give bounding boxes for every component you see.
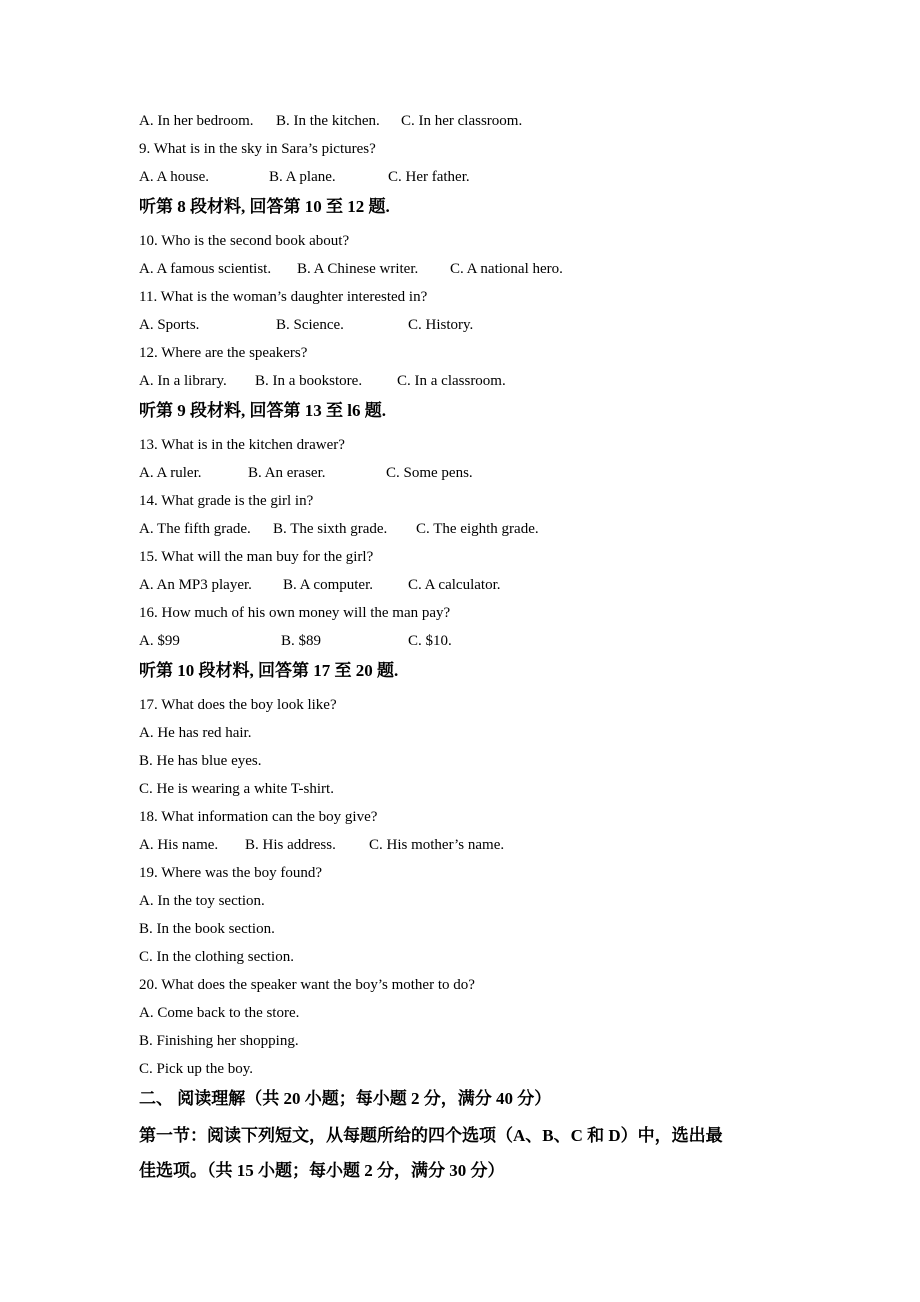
answer-option: B. A computer.	[283, 577, 373, 593]
answer-option: C. He is wearing a white T-shirt.	[139, 781, 334, 797]
answer-option: B. Finishing her shopping.	[139, 1033, 299, 1049]
answer-option: A. An MP3 player.	[139, 577, 252, 593]
answer-option: B. A plane.	[269, 169, 336, 185]
text: 14. What grade is the girl in?	[139, 493, 314, 509]
answer-option: B. The sixth grade.	[273, 521, 388, 537]
answer-option: B. He has blue eyes.	[139, 753, 262, 769]
answer-option: A. Come back to the store.	[139, 1005, 300, 1021]
answer-option: B. $89	[281, 633, 322, 649]
text: 二、 阅读理解（共 20 小题；每小题 2 分，满分 40 分）	[139, 1089, 552, 1108]
text: 16. How much of his own money will the man pay?	[139, 605, 451, 621]
answer-option: A. In her bedroom.	[139, 113, 254, 129]
text: 18. What information can the boy give?	[139, 809, 378, 825]
answer-option: C. In her classroom.	[401, 113, 523, 129]
answer-option: A. $99	[139, 633, 180, 649]
text: 听第 10 段材料, 回答第 17 至 20 题.	[139, 661, 399, 680]
answer-option: C. His mother’s name.	[369, 837, 505, 853]
answer-option: A. In the toy section.	[139, 893, 265, 909]
text: 15. What will the man buy for the girl?	[139, 549, 374, 565]
answer-option: C. The eighth grade.	[416, 521, 539, 537]
answer-option: B. In a bookstore.	[255, 373, 363, 389]
answer-option: A. A house.	[139, 169, 210, 185]
answer-option: C. $10.	[408, 633, 452, 649]
text: 听第 8 段材料, 回答第 10 至 12 题.	[139, 197, 390, 216]
answer-option: B. His address.	[245, 837, 336, 853]
text: 10. Who is the second book about?	[139, 233, 350, 249]
answer-option: A. He has red hair.	[139, 725, 252, 741]
text: 11. What is the woman’s daughter interested in?	[139, 289, 428, 305]
text: 第一节：阅读下列短文，从每题所给的四个选项（A、B、C 和 D）中，选出最	[139, 1126, 723, 1145]
answer-option: C. History.	[408, 317, 474, 333]
answer-option: B. In the book section.	[139, 921, 275, 937]
text: 12. Where are the speakers?	[139, 345, 308, 361]
text: 9. What is in the sky in Sara’s pictures?	[139, 141, 376, 157]
text: 佳选项。（共 15 小题；每小题 2 分，满分 30 分）	[139, 1161, 505, 1180]
answer-option: A. In a library.	[139, 373, 227, 389]
answer-option: C. A national hero.	[450, 261, 563, 277]
answer-option: A. A famous scientist.	[139, 261, 272, 277]
answer-option: A. His name.	[139, 837, 219, 853]
answer-option: B. A Chinese writer.	[297, 261, 419, 277]
answer-option: C. Some pens.	[386, 465, 473, 481]
answer-option: B. Science.	[276, 317, 344, 333]
text: 听第 9 段材料, 回答第 13 至 l6 题.	[139, 401, 386, 420]
text: 20. What does the speaker want the boy’s mother to do?	[139, 977, 475, 993]
answer-option: B. In the kitchen.	[276, 113, 380, 129]
text: 17. What does the boy look like?	[139, 697, 337, 713]
answer-option: C. In the clothing section.	[139, 949, 294, 965]
answer-option: C. A calculator.	[408, 577, 501, 593]
answer-option: A. A ruler.	[139, 465, 202, 481]
answer-option: C. In a classroom.	[397, 373, 506, 389]
answer-option: C. Her father.	[388, 169, 470, 185]
answer-option: C. Pick up the boy.	[139, 1061, 254, 1077]
answer-option: A. Sports.	[139, 317, 200, 333]
text: 19. Where was the boy found?	[139, 865, 323, 881]
answer-option: A. The fifth grade.	[139, 521, 251, 537]
answer-option: B. An eraser.	[248, 465, 326, 481]
text: 13. What is in the kitchen drawer?	[139, 437, 345, 453]
